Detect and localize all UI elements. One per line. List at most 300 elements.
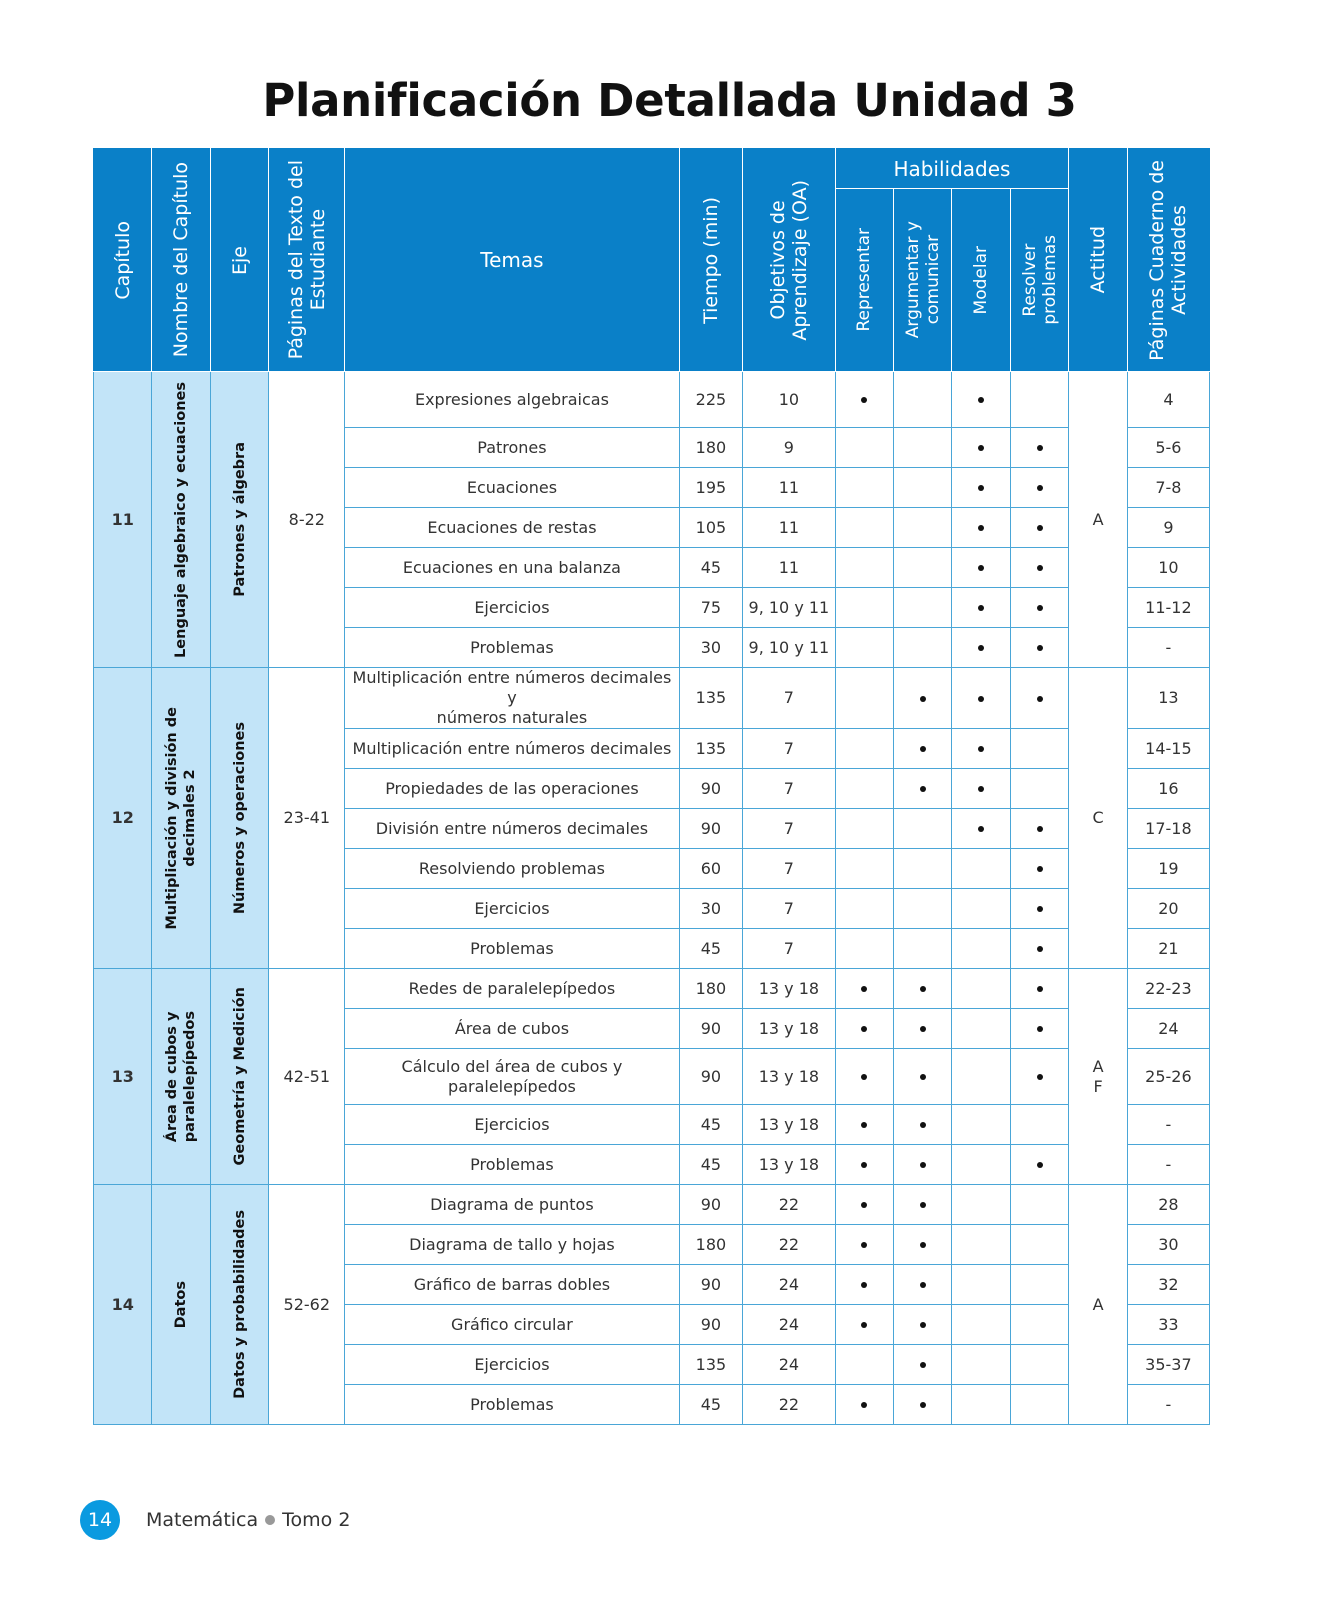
bullet-dot-icon (978, 746, 984, 752)
time-cell (679, 969, 743, 1009)
time-cell (679, 508, 743, 548)
skill-argumentar-cell (893, 929, 951, 969)
topic-name: Ecuaciones en una balanza (402, 557, 621, 577)
chapter-number-cell (94, 372, 152, 668)
workbook-pages: 20 (1158, 898, 1179, 918)
workbook-pages-cell (1127, 668, 1209, 729)
workbook-pages-cell (1127, 1265, 1209, 1305)
learning-objectives: 11 (778, 517, 800, 537)
bullet-dot-icon (861, 1202, 867, 1208)
time-minutes: 180 (695, 1234, 727, 1254)
time-cell (679, 468, 743, 508)
time-cell (679, 889, 743, 929)
time-minutes: 45 (700, 938, 722, 958)
learning-objectives-cell (743, 668, 835, 729)
bullet-dot-icon (861, 397, 867, 403)
bullet-dot-icon (920, 1322, 926, 1328)
workbook-pages-cell (1127, 1049, 1209, 1105)
chapter-number: 14 (111, 1294, 134, 1314)
skill-argumentar-cell (893, 428, 951, 468)
time-cell (679, 1185, 743, 1225)
skill-resolver-cell (1010, 468, 1068, 508)
topic-name: Diagrama de puntos (430, 1194, 594, 1214)
skill-argumentar-cell (893, 729, 951, 769)
time-cell (679, 1305, 743, 1345)
time-cell (679, 1049, 743, 1105)
skill-resolver-cell (1010, 809, 1068, 849)
learning-objectives: 7 (783, 858, 794, 878)
learning-objectives-cell (743, 1145, 835, 1185)
attitude-cell (1069, 1185, 1127, 1425)
time-cell (679, 1385, 743, 1425)
student-text-pages-cell (269, 1185, 345, 1425)
time-minutes: 135 (695, 688, 727, 707)
bullet-dot-icon (1037, 1026, 1043, 1032)
bullet-dot-icon (1037, 525, 1043, 531)
skill-modelar-cell (952, 1009, 1010, 1049)
workbook-pages: 25-26 (1145, 1066, 1192, 1086)
axis-cell (210, 1185, 268, 1425)
skill-representar-cell (835, 468, 893, 508)
topic-name: Redes de paralelepípedos (408, 978, 616, 998)
axis-name: Patrones y álgebra (231, 442, 248, 597)
header-objetivos: Objetivos de Aprendizaje (OA) (743, 149, 835, 372)
skill-resolver-cell (1010, 428, 1068, 468)
workbook-pages: 16 (1158, 778, 1179, 798)
topic-name: Ejercicios (474, 1354, 550, 1374)
time-minutes: 90 (700, 1066, 722, 1086)
chapter-number: 13 (111, 1066, 134, 1086)
bullet-dot-icon (1037, 485, 1043, 491)
learning-objectives-cell (743, 1049, 835, 1105)
learning-objectives: 13 y 18 (758, 1114, 820, 1134)
time-cell (679, 372, 743, 428)
chapter-number-cell (94, 668, 152, 969)
skill-resolver-cell (1010, 1385, 1068, 1425)
chapter-name-cell (152, 1185, 210, 1425)
skill-argumentar-cell (893, 372, 951, 428)
bullet-dot-icon (1037, 866, 1043, 872)
header-temas: Temas (345, 149, 679, 372)
skill-modelar-cell (952, 468, 1010, 508)
skill-modelar-cell (952, 1105, 1010, 1145)
workbook-pages: 13 (1158, 688, 1179, 707)
skill-resolver-cell (1010, 372, 1068, 428)
learning-objectives-cell (743, 468, 835, 508)
workbook-pages-cell (1127, 1185, 1209, 1225)
skill-resolver-cell (1010, 1345, 1068, 1385)
skill-modelar-cell (952, 548, 1010, 588)
workbook-pages: 32 (1158, 1274, 1179, 1294)
skill-resolver-cell (1010, 969, 1068, 1009)
time-minutes: 105 (695, 517, 727, 537)
workbook-pages-cell (1127, 1345, 1209, 1385)
skill-modelar-cell (952, 1049, 1010, 1105)
workbook-pages-cell (1127, 548, 1209, 588)
topic-cell (345, 468, 679, 508)
learning-objectives-cell (743, 1185, 835, 1225)
skill-argumentar-cell (893, 1049, 951, 1105)
topic-name: Cálculo del área de cubos y paralelepípedos (401, 1056, 623, 1096)
chapter-name: Área de cubos y paralelepípedos (164, 1010, 199, 1143)
skill-resolver-cell (1010, 849, 1068, 889)
header-representar: Representar (835, 189, 893, 372)
skill-representar-cell (835, 929, 893, 969)
bullet-dot-icon (920, 1122, 926, 1128)
time-cell (679, 668, 743, 729)
bullet-dot-icon (978, 605, 984, 611)
learning-objectives-cell (743, 969, 835, 1009)
workbook-pages: 11-12 (1145, 597, 1192, 617)
workbook-pages: - (1165, 1154, 1172, 1174)
chapter-number: 12 (111, 808, 134, 827)
skill-modelar-cell (952, 729, 1010, 769)
learning-objectives: 22 (778, 1394, 800, 1414)
skill-representar-cell (835, 548, 893, 588)
learning-objectives: 7 (783, 938, 794, 958)
bullet-dot-icon (920, 746, 926, 752)
skill-modelar-cell (952, 1265, 1010, 1305)
learning-objectives-cell (743, 628, 835, 668)
bullet-dot-icon (861, 986, 867, 992)
skill-representar-cell (835, 849, 893, 889)
topic-cell (345, 889, 679, 929)
workbook-pages: 22-23 (1145, 978, 1192, 998)
bullet-dot-icon (1037, 605, 1043, 611)
bullet-dot-icon (861, 1122, 867, 1128)
learning-objectives: 22 (778, 1234, 800, 1254)
topic-cell (345, 1385, 679, 1425)
learning-objectives-cell (743, 1305, 835, 1345)
bullet-dot-icon (920, 1162, 926, 1168)
bullet-dot-icon (978, 445, 984, 451)
topic-cell (345, 1145, 679, 1185)
topic-name: Área de cubos (454, 1018, 570, 1038)
skill-argumentar-cell (893, 1345, 951, 1385)
learning-objectives: 7 (783, 778, 794, 798)
learning-objectives: 24 (778, 1274, 800, 1294)
attitude-cell (1069, 372, 1127, 668)
learning-objectives-cell (743, 769, 835, 809)
skill-resolver-cell (1010, 1145, 1068, 1185)
attitude: A F (1092, 1056, 1104, 1096)
header-actitud: Actitud (1069, 149, 1127, 372)
skill-representar-cell (835, 1105, 893, 1145)
skill-modelar-cell (952, 769, 1010, 809)
skill-modelar-cell (952, 849, 1010, 889)
skill-argumentar-cell (893, 1185, 951, 1225)
workbook-pages: 9 (1163, 517, 1174, 537)
student-text-pages-cell (269, 668, 345, 969)
workbook-pages: 5-6 (1155, 437, 1182, 457)
topic-name: Resolviendo problemas (418, 858, 605, 878)
bullet-dot-icon (1037, 826, 1043, 832)
time-cell (679, 1009, 743, 1049)
bullet-dot-icon (978, 525, 984, 531)
learning-objectives: 9, 10 y 11 (748, 597, 830, 617)
workbook-pages: - (1165, 1394, 1172, 1414)
workbook-pages-cell (1127, 468, 1209, 508)
bullet-dot-icon (920, 1402, 926, 1408)
topic-cell (345, 809, 679, 849)
skill-representar-cell (835, 1265, 893, 1305)
skill-representar-cell (835, 1225, 893, 1265)
skill-modelar-cell (952, 1145, 1010, 1185)
learning-objectives-cell (743, 1105, 835, 1145)
learning-objectives: 22 (778, 1194, 800, 1214)
topic-cell (345, 1185, 679, 1225)
bullet-dot-icon (861, 1322, 867, 1328)
skill-argumentar-cell (893, 769, 951, 809)
page-number: 14 (80, 1500, 120, 1540)
learning-objectives: 13 y 18 (758, 978, 820, 998)
learning-objectives-cell (743, 428, 835, 468)
time-cell (679, 628, 743, 668)
topic-cell (345, 588, 679, 628)
skill-resolver-cell (1010, 668, 1068, 729)
skill-argumentar-cell (893, 809, 951, 849)
skill-resolver-cell (1010, 1305, 1068, 1345)
time-minutes: 90 (700, 1018, 722, 1038)
learning-objectives: 11 (778, 557, 800, 577)
time-minutes: 45 (700, 1154, 722, 1174)
time-cell (679, 1345, 743, 1385)
skill-resolver-cell (1010, 889, 1068, 929)
skill-resolver-cell (1010, 1009, 1068, 1049)
table-row (94, 668, 1210, 729)
chapter-name: Lenguaje algebraico y ecuaciones (173, 381, 190, 658)
bullet-dot-icon (978, 786, 984, 792)
time-cell (679, 548, 743, 588)
workbook-pages-cell (1127, 769, 1209, 809)
bullet-dot-icon (920, 1282, 926, 1288)
page-footer (80, 1500, 350, 1540)
table-row (94, 1185, 1210, 1225)
bullet-dot-icon (1037, 1162, 1043, 1168)
topic-cell (345, 729, 679, 769)
time-minutes: 75 (700, 597, 722, 617)
time-minutes: 90 (700, 1194, 722, 1214)
topic-name: División entre números decimales (375, 818, 649, 838)
bullet-dot-icon (1037, 906, 1043, 912)
student-text-pages: 8-22 (288, 509, 325, 529)
skill-resolver-cell (1010, 729, 1068, 769)
time-cell (679, 1225, 743, 1265)
learning-objectives-cell (743, 508, 835, 548)
time-minutes: 90 (700, 818, 722, 838)
skill-modelar-cell (952, 1345, 1010, 1385)
topic-name: Problemas (470, 637, 554, 657)
skill-argumentar-cell (893, 1265, 951, 1305)
footer-volume: Tomo 2 (282, 1509, 351, 1531)
bullet-dot-icon (920, 1074, 926, 1080)
student-text-pages-cell (269, 372, 345, 668)
bullet-dot-icon (1037, 986, 1043, 992)
bullet-dot-icon (1037, 1074, 1043, 1080)
topic-cell (345, 1345, 679, 1385)
topic-name: Ejercicios (474, 898, 550, 918)
topic-name: Problemas (470, 1154, 554, 1174)
time-minutes: 30 (700, 637, 722, 657)
skill-argumentar-cell (893, 1145, 951, 1185)
learning-objectives: 9, 10 y 11 (748, 637, 830, 657)
topic-name: Problemas (470, 938, 554, 958)
skill-representar-cell (835, 889, 893, 929)
skill-modelar-cell (952, 1385, 1010, 1425)
time-cell (679, 428, 743, 468)
time-minutes: 135 (695, 1354, 727, 1374)
topic-name: Expresiones algebraicas (414, 389, 609, 409)
workbook-pages-cell (1127, 628, 1209, 668)
axis-cell (210, 372, 268, 668)
bullet-dot-icon (920, 696, 926, 702)
time-cell (679, 1105, 743, 1145)
skill-modelar-cell (952, 969, 1010, 1009)
learning-objectives: 7 (783, 738, 794, 758)
bullet-dot-icon (978, 645, 984, 651)
skill-argumentar-cell (893, 1009, 951, 1049)
skill-representar-cell (835, 628, 893, 668)
attitude: C (1092, 808, 1104, 827)
workbook-pages-cell (1127, 849, 1209, 889)
time-cell (679, 769, 743, 809)
skill-resolver-cell (1010, 548, 1068, 588)
skill-resolver-cell (1010, 1049, 1068, 1105)
topic-name: Ejercicios (474, 597, 550, 617)
learning-objectives: 13 y 18 (758, 1018, 820, 1038)
topic-name: Multiplicación entre números decimales (352, 738, 672, 758)
chapter-name-cell (152, 668, 210, 969)
skill-argumentar-cell (893, 1305, 951, 1345)
skill-modelar-cell (952, 1225, 1010, 1265)
time-cell (679, 849, 743, 889)
workbook-pages-cell (1127, 588, 1209, 628)
learning-objectives: 13 y 18 (758, 1066, 820, 1086)
bullet-dot-icon (978, 485, 984, 491)
table-row (94, 372, 1210, 428)
student-text-pages: 23-41 (283, 808, 331, 827)
learning-objectives-cell (743, 372, 835, 428)
bullet-dot-icon (920, 786, 926, 792)
bullet-dot-icon (861, 1242, 867, 1248)
topic-name: Propiedades de las operaciones (385, 778, 639, 798)
skill-argumentar-cell (893, 628, 951, 668)
planning-table (93, 148, 1210, 1425)
header-eje: Eje (210, 149, 268, 372)
learning-objectives-cell (743, 809, 835, 849)
skill-representar-cell (835, 1049, 893, 1105)
skill-argumentar-cell (893, 849, 951, 889)
time-cell (679, 588, 743, 628)
time-cell (679, 809, 743, 849)
topic-cell (345, 1105, 679, 1145)
bullet-dot-icon (1037, 645, 1043, 651)
student-text-pages: 52-62 (283, 1294, 331, 1314)
learning-objectives-cell (743, 1225, 835, 1265)
header-capitulo: Capítulo (94, 149, 152, 372)
learning-objectives-cell (743, 849, 835, 889)
learning-objectives-cell (743, 1345, 835, 1385)
workbook-pages: 10 (1158, 557, 1179, 577)
header-tiempo: Tiempo (min) (679, 149, 743, 372)
skill-argumentar-cell (893, 1105, 951, 1145)
workbook-pages-cell (1127, 809, 1209, 849)
topic-cell (345, 769, 679, 809)
bullet-dot-icon (978, 696, 984, 702)
workbook-pages-cell (1127, 729, 1209, 769)
chapter-name: Multiplicación y división de decimales 2 (164, 706, 199, 930)
time-minutes: 45 (700, 557, 722, 577)
time-minutes: 135 (695, 738, 727, 758)
workbook-pages-cell (1127, 372, 1209, 428)
workbook-pages-cell (1127, 929, 1209, 969)
skill-argumentar-cell (893, 468, 951, 508)
skill-modelar-cell (952, 809, 1010, 849)
skill-modelar-cell (952, 1305, 1010, 1345)
skill-resolver-cell (1010, 508, 1068, 548)
learning-objectives: 13 y 18 (758, 1154, 820, 1174)
footer-separator-dot (265, 1515, 275, 1525)
learning-objectives: 24 (778, 1314, 800, 1334)
time-minutes: 30 (700, 898, 722, 918)
topic-cell (345, 668, 679, 729)
workbook-pages-cell (1127, 1145, 1209, 1185)
skill-representar-cell (835, 1305, 893, 1345)
skill-modelar-cell (952, 929, 1010, 969)
chapter-number-cell (94, 1185, 152, 1425)
workbook-pages-cell (1127, 508, 1209, 548)
chapter-name: Datos (173, 1280, 190, 1329)
topic-cell (345, 969, 679, 1009)
skill-modelar-cell (952, 588, 1010, 628)
learning-objectives-cell (743, 889, 835, 929)
skill-representar-cell (835, 1345, 893, 1385)
skill-representar-cell (835, 372, 893, 428)
skill-representar-cell (835, 428, 893, 468)
time-minutes: 60 (700, 858, 722, 878)
skill-representar-cell (835, 668, 893, 729)
skill-representar-cell (835, 508, 893, 548)
learning-objectives: 7 (783, 898, 794, 918)
skill-argumentar-cell (893, 508, 951, 548)
time-minutes: 90 (700, 778, 722, 798)
topic-cell (345, 548, 679, 588)
bullet-dot-icon (861, 1026, 867, 1032)
workbook-pages-cell (1127, 1105, 1209, 1145)
bullet-dot-icon (1037, 946, 1043, 952)
topic-name: Gráfico de barras dobles (413, 1274, 611, 1294)
topic-name: Ecuaciones (466, 477, 558, 497)
header-modelar: Modelar (952, 189, 1010, 372)
attitude-cell (1069, 969, 1127, 1185)
bullet-dot-icon (861, 1074, 867, 1080)
bullet-dot-icon (978, 826, 984, 832)
topic-cell (345, 1009, 679, 1049)
time-minutes: 195 (695, 477, 727, 497)
time-cell (679, 929, 743, 969)
page-title: Planificación Detallada Unidad 3 (262, 74, 1077, 127)
axis-name: Datos y probabilidades (231, 1210, 248, 1399)
workbook-pages: - (1165, 637, 1172, 657)
skill-argumentar-cell (893, 889, 951, 929)
time-cell (679, 729, 743, 769)
workbook-pages-cell (1127, 969, 1209, 1009)
bullet-dot-icon (861, 1402, 867, 1408)
workbook-pages: 28 (1158, 1194, 1179, 1214)
skill-resolver-cell (1010, 1225, 1068, 1265)
topic-cell (345, 1049, 679, 1105)
workbook-pages: 30 (1158, 1234, 1179, 1254)
